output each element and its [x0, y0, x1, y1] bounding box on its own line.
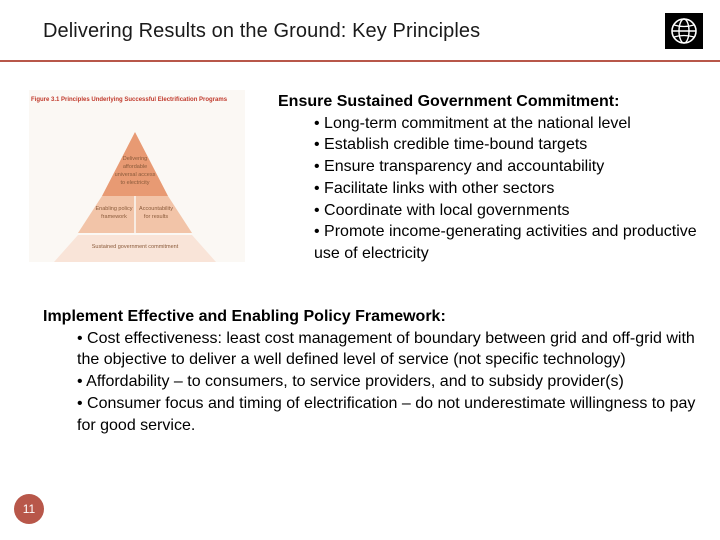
- government-commitment-section: [278, 91, 698, 265]
- pyramid-top-line-1: Delivering: [122, 156, 148, 162]
- pyramid-middle-left-line-2: framework: [101, 214, 127, 220]
- policy-framework-heading: Implement Effective and Enabling Policy Framework:: [43, 308, 446, 325]
- world-bank-globe-icon: [669, 16, 699, 46]
- figure-caption: Figure 3.1 Principles Underlying Successful Electrification Programs: [31, 97, 228, 103]
- slide-title: Delivering Results on the Ground: Key Principles: [43, 20, 481, 42]
- pyramid-middle-left-line-1: Enabling policy: [95, 206, 133, 212]
- list-item: • Ensure transparency and accountability: [314, 158, 605, 176]
- pyramid-middle-right-line-2: for results: [143, 214, 169, 220]
- pyramid-middle-right-line-1: Accountability: [139, 206, 173, 212]
- pyramid-top-line-3: universal access: [114, 172, 156, 178]
- pyramid-top-line-2: affordable: [122, 164, 148, 170]
- pyramid-figure: [29, 90, 245, 262]
- list-item: • Establish credible time-bound targets: [314, 136, 588, 154]
- list-item: • Consumer focus and timing of electrification – do not underestimate willingness to pay for good service.: [77, 394, 696, 434]
- list-item: • Cost effectiveness: least cost management of boundary between grid and off-grid with the objective to deliver a well defined level of service (not specific technology): [77, 329, 695, 369]
- list-item: • Facilitate links with other sectors: [314, 179, 555, 197]
- world-bank-logo: [665, 13, 703, 49]
- policy-framework-section: [43, 306, 703, 436]
- government-commitment-heading: Ensure Sustained Government Commitment:: [278, 93, 620, 110]
- list-item: • Long-term commitment at the national level: [314, 114, 631, 132]
- list-item: • Promote income-generating activities and productive use of electricity: [314, 223, 697, 262]
- pyramid-top-line-4: to electricity: [120, 180, 150, 186]
- list-item: • Affordability – to consumers, to service providers, and to subsidy provider(s): [77, 373, 624, 391]
- list-item: • Coordinate with local governments: [314, 201, 570, 219]
- title-divider: [0, 60, 720, 62]
- pyramid-base-label: Sustained government commitment: [91, 244, 179, 250]
- page-number-badge: 11: [14, 494, 44, 524]
